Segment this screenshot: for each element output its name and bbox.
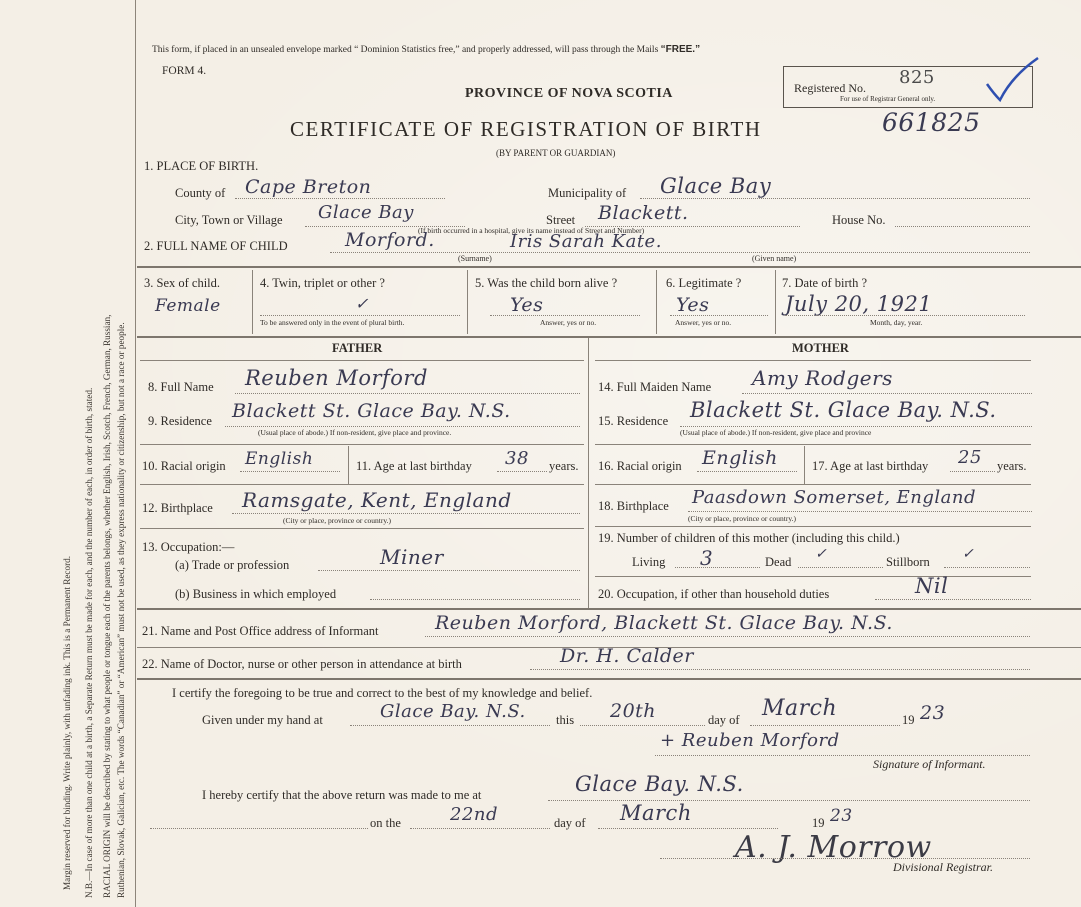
children-count-label: 19. Number of children of this mother (including this child.): [598, 531, 900, 545]
blue-check-mark-icon: [982, 54, 1042, 104]
father-racial-value: English: [245, 449, 314, 469]
informant-signature: + Reuben Morford: [660, 730, 840, 751]
given-day-value: 20th: [610, 700, 657, 722]
dead-value: ✓: [815, 546, 828, 562]
father-heading: FATHER: [332, 341, 383, 355]
born-alive-label: 5. Was the child born alive ?: [475, 276, 618, 290]
registrar-day-of-label: day of: [554, 816, 586, 830]
this-label: this: [556, 713, 575, 727]
dead-label: Dead: [765, 555, 792, 569]
form-number: FORM 4.: [162, 65, 207, 77]
given-day-of-label: day of: [708, 713, 740, 727]
informant-value: Reuben Morford, Blackett St. Glace Bay. N.S.: [435, 612, 893, 634]
handwritten-registration-number: 661825: [882, 108, 981, 137]
twin-label: 4. Twin, triplet or other ?: [260, 276, 385, 290]
municipality-value: Glace Bay: [660, 174, 772, 198]
margin-note-2: N.B.—In case of more than one child at a birth, a Separate Return must be made for each, and the number of each, in order of birth, stated.: [84, 387, 94, 898]
house-number-label: House No.: [832, 213, 886, 227]
father-occupation-label: 13. Occupation:—: [142, 540, 235, 554]
informant-signature-caption: Signature of Informant.: [873, 757, 986, 771]
sex-value: Female: [155, 296, 221, 316]
county-label: County of: [175, 186, 226, 200]
certify-text: I certify the foregoing to be true and correct to the best of my knowledge and belief.: [172, 686, 593, 700]
trade-value: Miner: [380, 545, 444, 569]
place-of-birth-heading: 1. PLACE OF BIRTH.: [144, 159, 259, 173]
doctor-label: 22. Name of Doctor, nurse or other person in attendance at birth: [142, 657, 462, 671]
margin-note-4: Ruthenian, Slovak, Galician, etc. The words “Canadian” or “American” must not be used, as they express nationality or citizenship, but not a race or people.: [116, 322, 126, 898]
city-label: City, Town or Village: [175, 213, 283, 227]
date-of-birth-label: 7. Date of birth ?: [782, 276, 868, 290]
certificate-title: CERTIFICATE OF REGISTRATION OF BIRTH: [290, 117, 762, 141]
binding-margin: [0, 0, 136, 907]
given-under-label: Given under my hand at: [202, 713, 323, 727]
registrar-place-value: Glace Bay. N.S.: [575, 772, 744, 796]
given-month-value: March: [762, 696, 838, 721]
father-name-value: Reuben Morford: [245, 366, 428, 390]
registrar-year-value: 23: [830, 806, 853, 826]
informant-label: 21. Name and Post Office address of Informant: [142, 624, 379, 638]
certificate-subtitle: (BY PARENT OR GUARDIAN): [496, 148, 616, 158]
given-year-prefix: 19: [902, 713, 915, 727]
stillborn-value: ✓: [962, 546, 975, 562]
mother-name-label: 14. Full Maiden Name: [598, 380, 712, 394]
street-value: Blackett.: [598, 202, 689, 224]
registrar-year-prefix: 19: [812, 816, 825, 830]
mother-birthplace-note: (City or place, province or country.): [688, 514, 797, 523]
mother-name-value: Amy Rodgers: [752, 366, 893, 390]
date-of-birth-value: July 20, 1921: [785, 292, 933, 316]
twin-value: ✓: [355, 294, 369, 313]
mother-birthplace-label: 18. Birthplace: [598, 499, 669, 513]
mother-age-unit: years.: [997, 459, 1027, 473]
child-name-label: 2. FULL NAME OF CHILD: [144, 239, 288, 253]
mother-age-value: 25: [958, 447, 982, 468]
margin-note-3: RACIAL ORIGIN will be described by stating to what people or tongue each of the parents belongs, whether English, Irish, Scotch, French, German, Russian,: [102, 314, 112, 898]
mother-racial-value: English: [702, 447, 778, 469]
on-the-label: on the: [370, 816, 401, 830]
living-label: Living: [632, 555, 666, 569]
street-label: Street: [546, 213, 576, 227]
father-age-unit: years.: [549, 459, 579, 473]
twin-note: To be answered only in the event of plural birth.: [260, 318, 405, 327]
mother-residence-value: Blackett St. Glace Bay. N.S.: [690, 398, 997, 422]
registrar-only-note: For use of Registrar General only.: [840, 95, 936, 103]
business-label: (b) Business in which employed: [175, 587, 337, 601]
postal-notice-text: This form, if placed in an unsealed envelope marked “ Dominion Statistics free,” and properly addressed, will pass through the Mails: [152, 45, 659, 55]
margin-note-1: Margin reserved for binding. Write plainly, with unfading ink. This is a Permanent Record.: [62, 555, 72, 890]
divisional-registrar-caption: Divisional Registrar.: [893, 860, 994, 874]
mother-age-label: 17. Age at last birthday: [812, 459, 929, 473]
hospital-note: (If birth occurred in a hospital, give its name instead of Street and Number): [418, 226, 645, 235]
legitimate-value: Yes: [676, 294, 710, 316]
child-surname-value: Morford.: [345, 229, 435, 251]
sex-label: 3. Sex of child.: [144, 276, 221, 290]
registrar-day-value: 22nd: [450, 804, 499, 825]
father-residence-note: (Usual place of abode.) If non-resident, give place and province.: [258, 428, 452, 437]
given-place-value: Glace Bay. N.S.: [380, 701, 526, 722]
given-year-value: 23: [920, 702, 946, 724]
province-title: PROVINCE OF NOVA SCOTIA: [465, 86, 673, 101]
postal-notice: [152, 44, 700, 55]
mother-heading: MOTHER: [792, 341, 849, 355]
trade-label: (a) Trade or profession: [175, 558, 290, 572]
living-value: 3: [700, 546, 714, 570]
municipality-label: Municipality of: [548, 186, 627, 200]
mother-occupation-label: 20. Occupation, if other than household duties: [598, 587, 830, 601]
father-residence-label: 9. Residence: [148, 414, 212, 428]
legitimate-note: Answer, yes or no.: [675, 318, 732, 327]
born-alive-note: Answer, yes or no.: [540, 318, 597, 327]
father-birthplace-value: Ramsgate, Kent, England: [242, 488, 512, 512]
registered-label: Registered No.: [794, 81, 866, 95]
born-alive-value: Yes: [510, 294, 544, 316]
legitimate-label: 6. Legitimate ?: [666, 276, 742, 290]
father-birthplace-note: (City or place, province or country.): [283, 516, 392, 525]
father-racial-label: 10. Racial origin: [142, 459, 226, 473]
doctor-value: Dr. H. Calder: [560, 645, 694, 667]
father-name-label: 8. Full Name: [148, 380, 214, 394]
stillborn-label: Stillborn: [886, 555, 930, 569]
father-age-label: 11. Age at last birthday: [356, 459, 472, 473]
registrar-certify-text: I hereby certify that the above return was made to me at: [202, 788, 482, 802]
city-value: Glace Bay: [318, 202, 414, 223]
father-residence-value: Blackett St. Glace Bay. N.S.: [232, 400, 511, 422]
registrar-month-value: March: [620, 801, 692, 825]
father-birthplace-label: 12. Birthplace: [142, 501, 213, 515]
mother-residence-label: 15. Residence: [598, 414, 669, 428]
registrar-signature: A. J. Morrow: [735, 830, 932, 865]
date-of-birth-note: Month, day, year.: [870, 318, 923, 327]
given-name-caption: (Given name): [752, 254, 797, 263]
surname-caption: (Surname): [458, 254, 492, 263]
father-age-value: 38: [505, 448, 529, 469]
mother-birthplace-value: Paasdown Somerset, England: [692, 487, 977, 508]
mother-occupation-value: Nil: [915, 574, 949, 598]
county-value: Cape Breton: [245, 176, 372, 198]
postal-notice-free: “FREE.”: [660, 44, 701, 55]
registered-number-value: 825: [899, 67, 935, 88]
mother-racial-label: 16. Racial origin: [598, 459, 682, 473]
mother-residence-note: (Usual place of abode.) If non-resident, give place and province: [680, 428, 872, 437]
child-given-name-value: Iris Sarah Kate.: [510, 231, 662, 252]
